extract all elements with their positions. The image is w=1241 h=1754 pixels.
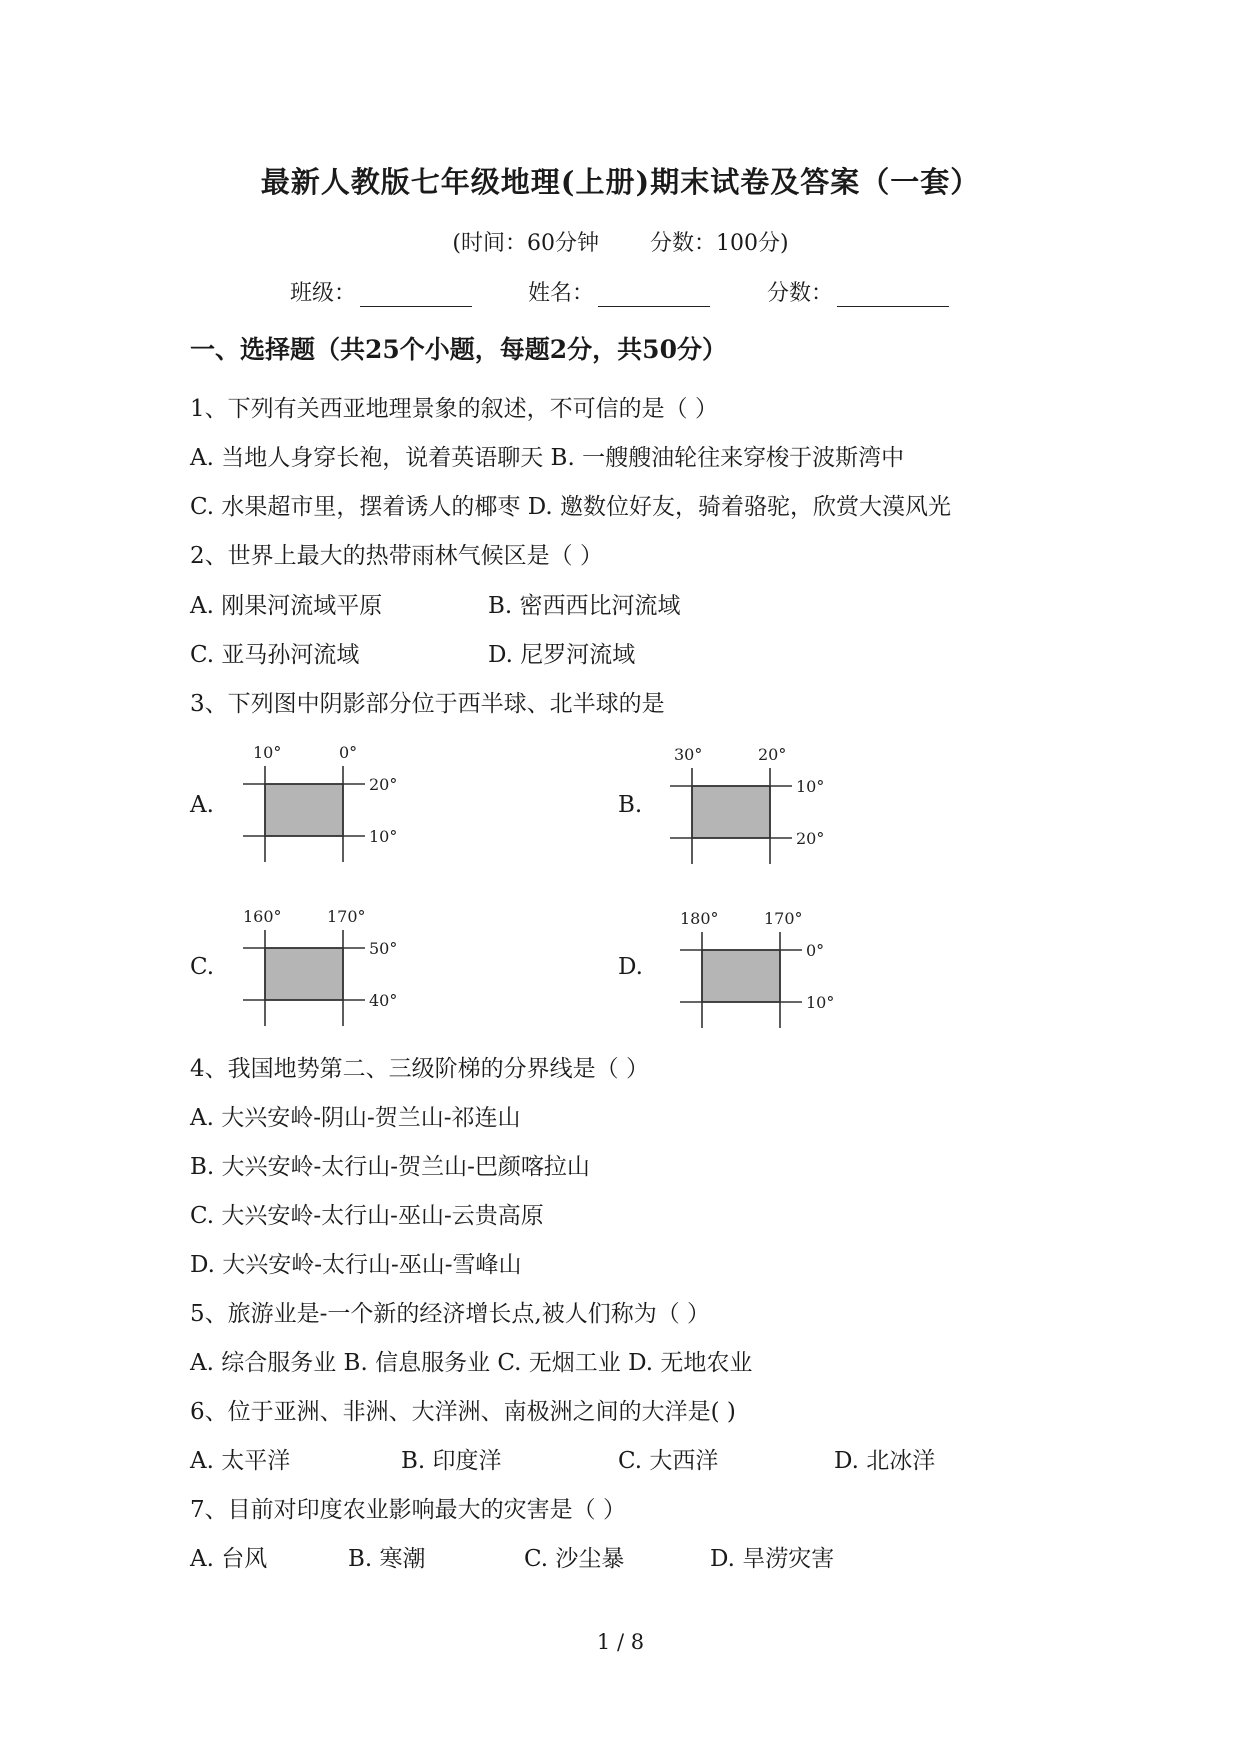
class-blank[interactable] xyxy=(360,282,472,307)
class-field xyxy=(290,276,472,307)
question-7-option-b: B. 寒潮 xyxy=(348,1546,426,1572)
figure-b-top-lat: 10° xyxy=(796,777,825,796)
exam-meta xyxy=(0,226,1241,257)
figure-a-diagram xyxy=(235,738,435,868)
question-4-option-a: A. 大兴安岭-阴山-贺兰山-祁连山 xyxy=(190,1105,521,1131)
question-6: 6、位于亚洲、非洲、大洋洲、南极洲之间的大洋是( ) xyxy=(190,1399,736,1425)
figure-d-right-lon: 170° xyxy=(764,909,803,928)
figure-a-bottom-lat: 10° xyxy=(369,827,398,846)
question-6-option-b: B. 印度洋 xyxy=(401,1448,502,1474)
figure-d-letter: D. xyxy=(618,954,643,980)
section-heading: 一、选择题（共25个小题，每题2分，共50分） xyxy=(190,335,727,364)
question-7-option-a: A. 台风 xyxy=(190,1546,268,1572)
figure-b-bottom-lat: 20° xyxy=(796,829,825,848)
figure-a-top-lat: 20° xyxy=(369,775,398,794)
question-2-option-c: C. 亚马孙河流域 xyxy=(190,642,360,668)
figure-b-shaded-area xyxy=(692,786,770,838)
question-7-option-d: D. 旱涝灾害 xyxy=(710,1546,835,1572)
name-blank[interactable] xyxy=(598,282,710,307)
question-6-option-c: C. 大西洋 xyxy=(618,1448,719,1474)
figure-c-bottom-lat: 40° xyxy=(369,991,398,1010)
question-7-option-c: C. 沙尘暴 xyxy=(524,1546,625,1572)
question-1: 1、下列有关西亚地理景象的叙述，不可信的是（ ） xyxy=(190,396,718,422)
score-field xyxy=(767,276,949,307)
exam-time: (时间：60分钟 xyxy=(452,231,599,256)
question-2-option-d: D. 尼罗河流域 xyxy=(488,642,636,668)
page-title: 最新人教版七年级地理(上册)期末试卷及答案（一套） xyxy=(260,165,981,199)
name-label: 姓名： xyxy=(528,281,595,306)
figure-b-left-lon: 30° xyxy=(674,745,703,764)
question-6-option-a: A. 太平洋 xyxy=(190,1448,291,1474)
question-6-option-d: D. 北冰洋 xyxy=(834,1448,936,1474)
question-1-options-cd: C. 水果超市里，摆着诱人的椰枣 D. 邀数位好友，骑着骆驼，欣赏大漠风光 xyxy=(190,494,951,520)
question-5-options: A. 综合服务业 B. 信息服务业 C. 无烟工业 D. 无地农业 xyxy=(190,1350,753,1376)
figure-a-letter: A. xyxy=(190,792,214,818)
class-label: 班级： xyxy=(290,281,357,306)
figure-d-bottom-lat: 10° xyxy=(806,993,835,1012)
question-2-option-a: A. 刚果河流域平原 xyxy=(190,593,383,619)
question-4: 4、我国地势第二、三级阶梯的分界线是（ ） xyxy=(190,1056,649,1082)
score-blank[interactable] xyxy=(837,282,949,307)
question-4-option-b: B. 大兴安岭-太行山-贺兰山-巴颜喀拉山 xyxy=(190,1154,590,1180)
figure-d-top-lat: 0° xyxy=(806,941,825,960)
question-1-options-ab: A. 当地人身穿长袍，说着英语聊天 B. 一艘艘油轮往来穿梭于波斯湾中 xyxy=(190,445,905,471)
figure-d-left-lon: 180° xyxy=(680,909,719,928)
question-5: 5、旅游业是-一个新的经济增长点,被人们称为（ ） xyxy=(190,1301,711,1327)
figure-a-left-lon: 10° xyxy=(253,743,282,762)
question-3: 3、下列图中阴影部分位于西半球、北半球的是 xyxy=(190,691,665,717)
figure-c-shaded-area xyxy=(265,948,343,1000)
figure-b-letter: B. xyxy=(618,792,643,818)
figure-c-letter: C. xyxy=(190,954,215,980)
question-4-option-d: D. 大兴安岭-太行山-巫山-雪峰山 xyxy=(190,1252,522,1278)
page-number: 1 / 8 xyxy=(596,1630,645,1654)
figure-c-right-lon: 170° xyxy=(327,907,366,926)
figure-c-diagram xyxy=(235,902,435,1032)
figure-b-right-lon: 20° xyxy=(758,745,787,764)
question-4-option-c: C. 大兴安岭-太行山-巫山-云贵高原 xyxy=(190,1203,544,1229)
score-label: 分数： xyxy=(767,281,834,306)
figure-d-shaded-area xyxy=(702,950,780,1002)
figure-c-top-lat: 50° xyxy=(369,939,398,958)
figure-a-shaded-area xyxy=(265,784,343,836)
figure-b-diagram xyxy=(662,740,862,870)
question-2-option-b: B. 密西西比河流域 xyxy=(488,593,681,619)
exam-total-score: 分数：100分) xyxy=(650,231,789,256)
name-field xyxy=(528,276,710,307)
question-2: 2、世界上最大的热带雨林气候区是（ ） xyxy=(190,543,603,569)
figure-d-diagram xyxy=(672,904,872,1034)
question-7: 7、目前对印度农业影响最大的灾害是（ ） xyxy=(190,1497,626,1523)
figure-a-right-lon: 0° xyxy=(339,743,358,762)
figure-c-left-lon: 160° xyxy=(243,907,282,926)
